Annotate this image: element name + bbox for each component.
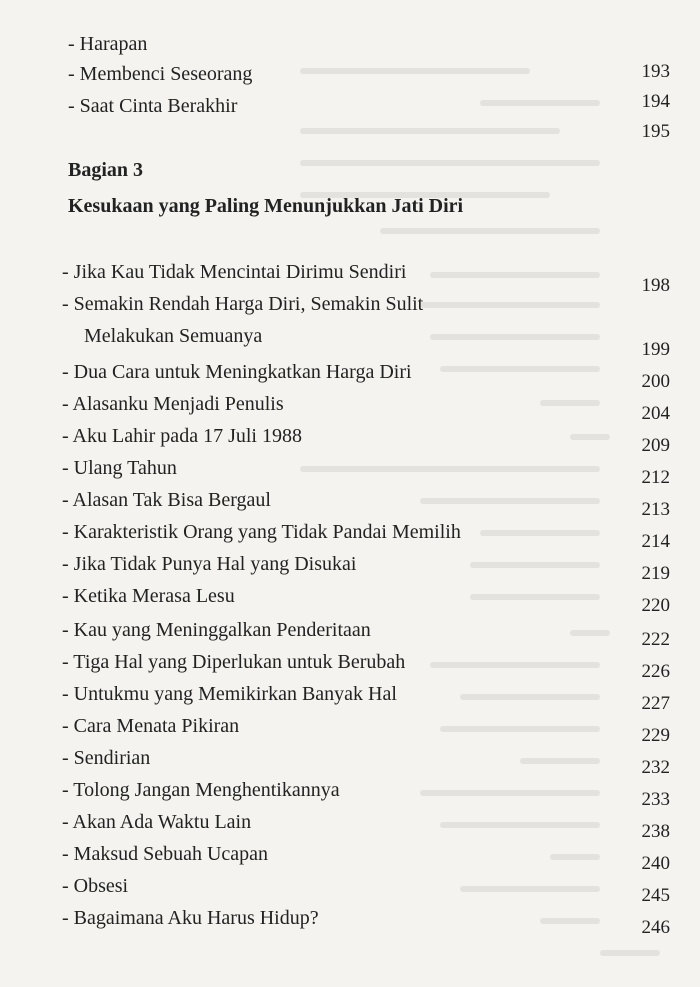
page-number: 204 [641,403,670,424]
page-number: 232 [641,757,670,778]
toc-entry: - Obsesi [62,875,129,897]
page-number: 246 [641,917,670,938]
page-number: 214 [641,531,670,552]
page-number: 199 [641,339,670,360]
toc-entry-saat-cinta-berakhir: - Saat Cinta Berakhir [68,95,238,117]
toc-entry: - Tiga Hal yang Diperlukan untuk Berubah [62,651,406,673]
toc-entry: - Maksud Sebuah Ucapan [62,843,269,865]
toc-entry: - Dua Cara untuk Meningkatkan Harga Diri [62,361,412,383]
toc-entry: - Alasanku Menjadi Penulis [62,393,284,415]
section-part-label: Bagian 3 [68,159,144,181]
page-number: 200 [641,371,670,392]
toc-entry: - Karakteristik Orang yang Tidak Pandai Memilih [62,521,461,543]
toc-entry: - Alasan Tak Bisa Bergaul [62,489,271,511]
toc-entry: - Kau yang Meninggalkan Penderitaan [62,619,371,641]
toc-entry-harapan: - Harapan [68,33,148,55]
toc-entry: - Untukmu yang Memikirkan Banyak Hal [62,683,397,705]
page-number: 238 [641,821,670,842]
toc-entry-membenci-seseorang: - Membenci Seseorang [68,63,253,85]
toc-entry: - Akan Ada Waktu Lain [62,811,252,833]
page-number: 193 [641,61,670,82]
page-number: 213 [641,499,670,520]
toc-entry: - Cara Menata Pikiran [62,715,240,737]
page-number: 212 [641,467,670,488]
page-number: 222 [641,629,670,650]
page-number: 229 [641,725,670,746]
page-number: 219 [641,563,670,584]
page-number: 226 [641,661,670,682]
toc-entry-continuation: Melakukan Semuanya [84,325,263,347]
page-number: 198 [641,275,670,296]
page-number: 195 [641,121,670,142]
page-number: 209 [641,435,670,456]
toc-entry: - Ketika Merasa Lesu [62,585,235,607]
page-number: 220 [641,595,670,616]
page-number: 194 [641,91,670,112]
section-title: Kesukaan yang Paling Menunjukkan Jati Diri [68,195,464,217]
page-number: 227 [641,693,670,714]
toc-entry: - Jika Kau Tidak Mencintai Dirimu Sendiri [62,261,407,283]
page-number: 240 [641,853,670,874]
toc-entry: - Aku Lahir pada 17 Juli 1988 [62,425,302,447]
toc-entry: - Semakin Rendah Harga Diri, Semakin Sulit [62,293,424,315]
toc-entry: - Bagaimana Aku Harus Hidup? [62,907,319,929]
toc-entry: - Tolong Jangan Menghentikannya [62,779,340,801]
page-number: 233 [641,789,670,810]
toc-entry: - Sendirian [62,747,151,769]
page-number: 245 [641,885,670,906]
toc-entry: - Ulang Tahun [62,457,177,479]
toc-entry: - Jika Tidak Punya Hal yang Disukai [62,553,357,575]
